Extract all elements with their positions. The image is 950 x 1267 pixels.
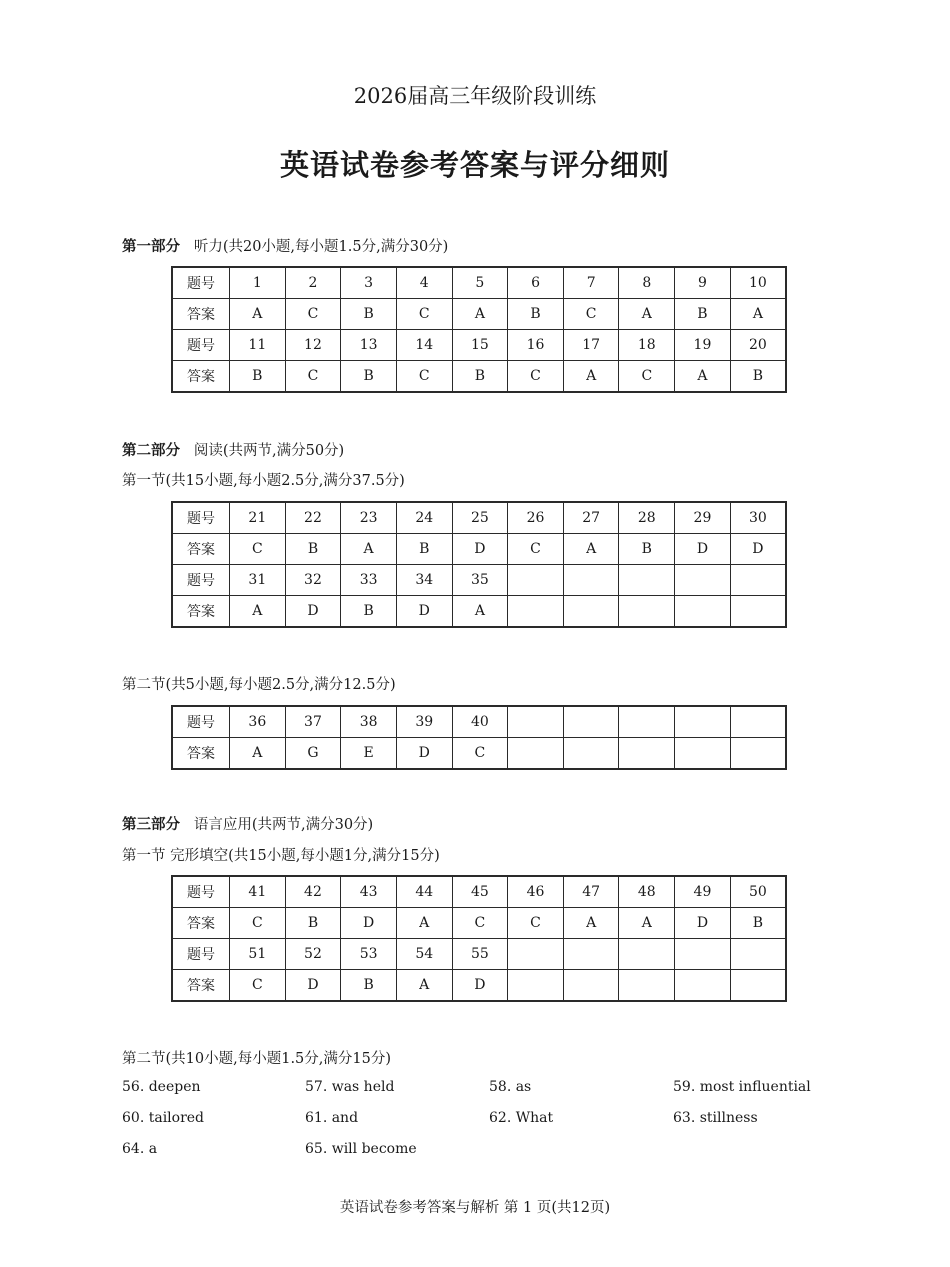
answer-cell: C: [619, 361, 675, 393]
empty-cell: [675, 970, 731, 1002]
answer-cell: C: [285, 299, 341, 330]
answer-row: [172, 361, 786, 393]
question-number-cell: 31: [230, 565, 286, 596]
answer-cell: C: [230, 908, 286, 939]
question-number-cell: 16: [508, 330, 564, 361]
number-row: [172, 330, 786, 361]
page-footer: 英语试卷参考答案与解析 第 1 页(共12页): [339, 1200, 611, 1216]
answer-row: [172, 970, 786, 1002]
answer-cell: B: [285, 908, 341, 939]
blank-answer: 65. will become: [305, 1141, 417, 1157]
question-number-cell: 3: [341, 267, 397, 299]
answer-row-label: 答案: [172, 908, 230, 939]
blank-answer: 58. as: [489, 1079, 532, 1095]
number-row-label: 题号: [172, 565, 230, 596]
answer-row-label: 答案: [172, 970, 230, 1002]
answer-cell: C: [452, 738, 508, 770]
number-row-label: 题号: [172, 939, 230, 970]
empty-cell: [730, 596, 786, 628]
answer-row: [172, 738, 786, 770]
answer-cell: D: [396, 596, 452, 628]
answer-table-part2-section1: [171, 501, 787, 628]
question-number-cell: 41: [230, 876, 286, 908]
question-number-cell: 47: [563, 876, 619, 908]
question-number-cell: 53: [341, 939, 397, 970]
question-number-cell: 12: [285, 330, 341, 361]
part2-section2-heading: 第二节(共5小题,每小题2.5分,满分12.5分): [122, 677, 396, 693]
empty-cell: [508, 970, 564, 1002]
answer-cell: D: [396, 738, 452, 770]
blank-answer: 63. stillness: [673, 1110, 758, 1126]
empty-cell: [730, 939, 786, 970]
answer-cell: B: [230, 361, 286, 393]
answer-cell: D: [285, 596, 341, 628]
number-row: [172, 565, 786, 596]
empty-cell: [619, 939, 675, 970]
question-number-cell: 52: [285, 939, 341, 970]
question-number-cell: 26: [508, 502, 564, 534]
empty-cell: [619, 970, 675, 1002]
question-number-cell: 20: [730, 330, 786, 361]
answer-cell: C: [452, 908, 508, 939]
number-row-label: 题号: [172, 502, 230, 534]
part2-desc: 阅读(共两节,满分50分): [193, 443, 345, 459]
empty-cell: [675, 596, 731, 628]
part2-section1-heading: 第一节(共15小题,每小题2.5分,满分37.5分): [122, 473, 405, 489]
part3-heading: [122, 813, 373, 834]
question-number-cell: 18: [619, 330, 675, 361]
question-number-cell: 43: [341, 876, 397, 908]
answer-cell: B: [730, 361, 786, 393]
empty-cell: [619, 738, 675, 770]
empty-cell: [675, 706, 731, 738]
document-title: 英语试卷参考答案与评分细则: [279, 148, 670, 182]
number-row: [172, 267, 786, 299]
empty-cell: [508, 939, 564, 970]
blank-answer: 62. What: [489, 1110, 554, 1126]
answer-cell: C: [396, 299, 452, 330]
answer-row-label: 答案: [172, 361, 230, 393]
question-number-cell: 42: [285, 876, 341, 908]
answer-cell: B: [341, 970, 397, 1002]
number-row: [172, 706, 786, 738]
question-number-cell: 19: [675, 330, 731, 361]
answer-cell: B: [341, 596, 397, 628]
empty-cell: [508, 565, 564, 596]
answer-cell: A: [230, 299, 286, 330]
answer-cell: B: [396, 534, 452, 565]
empty-cell: [730, 970, 786, 1002]
number-row-label: 题号: [172, 706, 230, 738]
part3-section2-heading: 第二节(共10小题,每小题1.5分,满分15分): [122, 1051, 391, 1067]
empty-cell: [675, 565, 731, 596]
question-number-cell: 50: [730, 876, 786, 908]
blank-answer: 57. was held: [305, 1079, 395, 1095]
question-number-cell: 44: [396, 876, 452, 908]
answer-cell: C: [508, 908, 564, 939]
number-row-label: 题号: [172, 267, 230, 299]
answer-table-part1: [171, 266, 787, 393]
answer-row-label: 答案: [172, 534, 230, 565]
empty-cell: [619, 596, 675, 628]
question-number-cell: 45: [452, 876, 508, 908]
number-row: [172, 502, 786, 534]
answer-cell: B: [508, 299, 564, 330]
answer-cell: B: [285, 534, 341, 565]
answer-cell: B: [341, 361, 397, 393]
part2-heading: [122, 439, 344, 460]
answer-cell: A: [563, 361, 619, 393]
question-number-cell: 23: [341, 502, 397, 534]
question-number-cell: 15: [452, 330, 508, 361]
answer-cell: A: [452, 596, 508, 628]
question-number-cell: 1: [230, 267, 286, 299]
exam-subtitle: 2026届高三年级阶段训练: [353, 84, 597, 108]
empty-cell: [730, 565, 786, 596]
answer-cell: A: [675, 361, 731, 393]
answer-row-label: 答案: [172, 596, 230, 628]
answer-cell: B: [730, 908, 786, 939]
answer-cell: C: [230, 970, 286, 1002]
blank-answer: 56. deepen: [122, 1079, 201, 1095]
answer-cell: C: [563, 299, 619, 330]
answer-cell: D: [285, 970, 341, 1002]
number-row: [172, 876, 786, 908]
empty-cell: [563, 706, 619, 738]
empty-cell: [508, 596, 564, 628]
answer-cell: B: [619, 534, 675, 565]
part1-title: 第一部分: [122, 238, 180, 255]
part1-desc: 听力(共20小题,每小题1.5分,满分30分): [193, 239, 449, 255]
part3-section1-heading: 第一节 完形填空(共15小题,每小题1分,满分15分): [122, 848, 440, 864]
question-number-cell: 35: [452, 565, 508, 596]
question-number-cell: 7: [563, 267, 619, 299]
number-row: [172, 939, 786, 970]
answer-cell: C: [396, 361, 452, 393]
answer-cell: A: [396, 908, 452, 939]
question-number-cell: 21: [230, 502, 286, 534]
answer-row-label: 答案: [172, 299, 230, 330]
empty-cell: [508, 738, 564, 770]
part2-title: 第二部分: [122, 442, 180, 459]
question-number-cell: 9: [675, 267, 731, 299]
question-number-cell: 13: [341, 330, 397, 361]
question-number-cell: 11: [230, 330, 286, 361]
answer-cell: G: [285, 738, 341, 770]
answer-row: [172, 299, 786, 330]
answer-row: [172, 908, 786, 939]
empty-cell: [675, 738, 731, 770]
answer-cell: D: [452, 970, 508, 1002]
question-number-cell: 46: [508, 876, 564, 908]
question-number-cell: 8: [619, 267, 675, 299]
answer-cell: C: [230, 534, 286, 565]
question-number-cell: 28: [619, 502, 675, 534]
answer-cell: A: [230, 596, 286, 628]
blank-answer: 64. a: [122, 1141, 158, 1157]
answer-cell: C: [508, 361, 564, 393]
blank-answer: 59. most influential: [673, 1079, 811, 1095]
question-number-cell: 54: [396, 939, 452, 970]
answer-cell: D: [675, 534, 731, 565]
answer-cell: A: [619, 299, 675, 330]
answer-cell: C: [508, 534, 564, 565]
answer-cell: B: [452, 361, 508, 393]
question-number-cell: 30: [730, 502, 786, 534]
answer-cell: A: [563, 534, 619, 565]
empty-cell: [563, 565, 619, 596]
question-number-cell: 2: [285, 267, 341, 299]
empty-cell: [730, 738, 786, 770]
question-number-cell: 36: [230, 706, 286, 738]
answer-cell: B: [675, 299, 731, 330]
answer-cell: D: [341, 908, 397, 939]
answer-cell: E: [341, 738, 397, 770]
number-row-label: 题号: [172, 330, 230, 361]
empty-cell: [675, 939, 731, 970]
number-row-label: 题号: [172, 876, 230, 908]
question-number-cell: 34: [396, 565, 452, 596]
question-number-cell: 24: [396, 502, 452, 534]
question-number-cell: 10: [730, 267, 786, 299]
part1-heading: [122, 235, 448, 256]
question-number-cell: 49: [675, 876, 731, 908]
answer-table-part3-section1: [171, 875, 787, 1002]
empty-cell: [563, 970, 619, 1002]
question-number-cell: 55: [452, 939, 508, 970]
question-number-cell: 17: [563, 330, 619, 361]
answer-cell: A: [452, 299, 508, 330]
answer-cell: A: [619, 908, 675, 939]
empty-cell: [619, 706, 675, 738]
question-number-cell: 14: [396, 330, 452, 361]
question-number-cell: 40: [452, 706, 508, 738]
empty-cell: [730, 706, 786, 738]
answer-cell: D: [452, 534, 508, 565]
blank-answer: 61. and: [305, 1110, 359, 1126]
empty-cell: [563, 939, 619, 970]
answer-cell: A: [563, 908, 619, 939]
answer-table-part2-section2: [171, 705, 787, 770]
answer-cell: A: [730, 299, 786, 330]
question-number-cell: 4: [396, 267, 452, 299]
empty-cell: [619, 565, 675, 596]
question-number-cell: 48: [619, 876, 675, 908]
question-number-cell: 39: [396, 706, 452, 738]
empty-cell: [508, 706, 564, 738]
answer-row-label: 答案: [172, 738, 230, 770]
question-number-cell: 32: [285, 565, 341, 596]
question-number-cell: 33: [341, 565, 397, 596]
empty-cell: [563, 596, 619, 628]
blank-answer: 60. tailored: [122, 1110, 205, 1126]
answer-cell: D: [730, 534, 786, 565]
answer-cell: D: [675, 908, 731, 939]
answer-row: [172, 596, 786, 628]
question-number-cell: 27: [563, 502, 619, 534]
answer-cell: B: [341, 299, 397, 330]
question-number-cell: 37: [285, 706, 341, 738]
question-number-cell: 6: [508, 267, 564, 299]
question-number-cell: 5: [452, 267, 508, 299]
answer-row: [172, 534, 786, 565]
question-number-cell: 38: [341, 706, 397, 738]
answer-cell: A: [341, 534, 397, 565]
question-number-cell: 29: [675, 502, 731, 534]
part3-title: 第三部分: [122, 816, 180, 833]
answer-cell: A: [396, 970, 452, 1002]
question-number-cell: 22: [285, 502, 341, 534]
answer-cell: C: [285, 361, 341, 393]
question-number-cell: 51: [230, 939, 286, 970]
question-number-cell: 25: [452, 502, 508, 534]
answer-cell: A: [230, 738, 286, 770]
part3-desc: 语言应用(共两节,满分30分): [193, 817, 374, 833]
empty-cell: [563, 738, 619, 770]
